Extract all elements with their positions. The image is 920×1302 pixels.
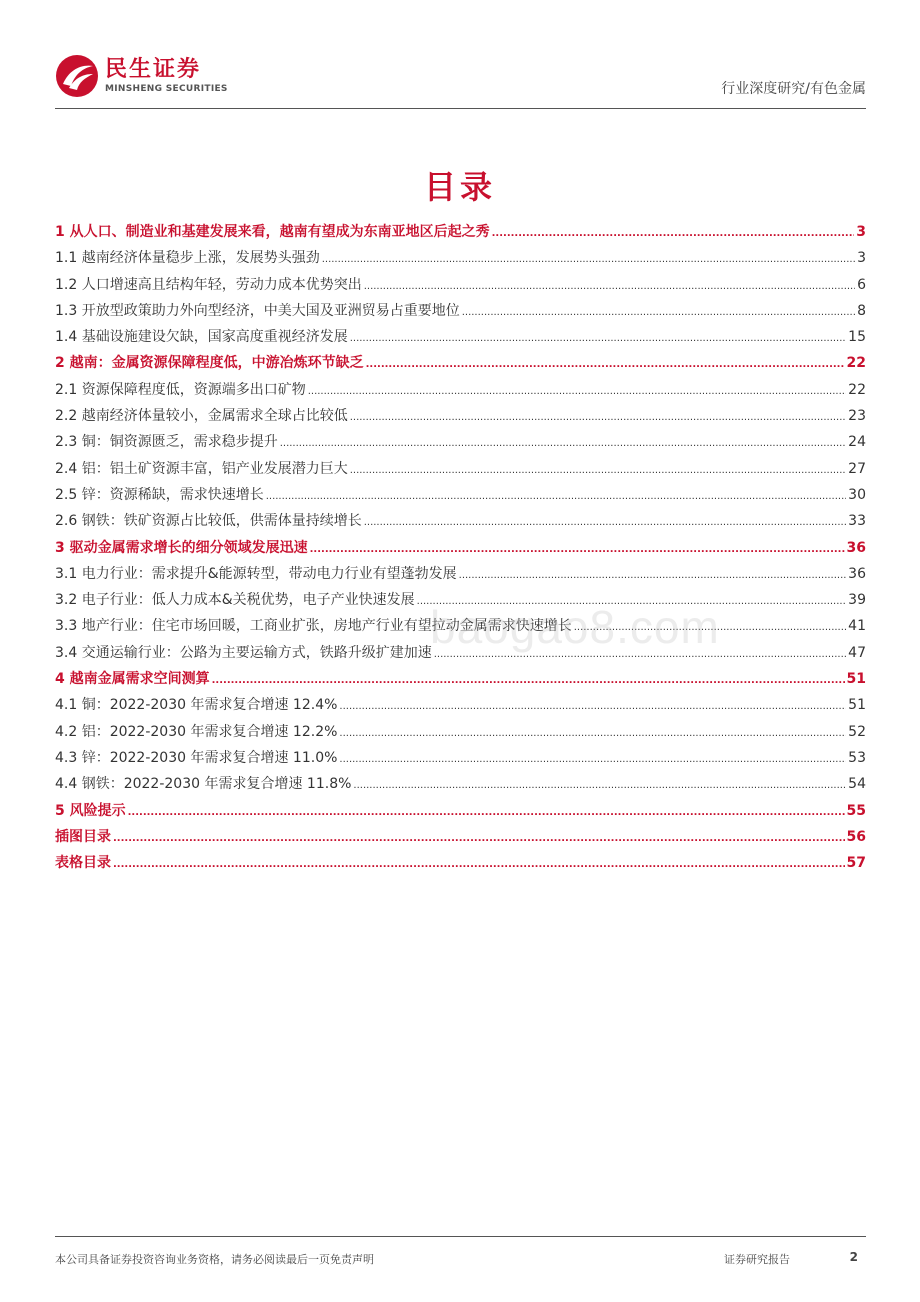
toc-entry-page: 51 bbox=[846, 671, 866, 688]
toc-section-entry[interactable] bbox=[55, 668, 866, 694]
toc-dot-leader bbox=[350, 465, 846, 476]
page-footer bbox=[55, 1236, 866, 1267]
toc-subsection-entry[interactable] bbox=[55, 721, 866, 747]
toc-section-entry[interactable] bbox=[55, 221, 866, 247]
toc-dot-leader bbox=[353, 780, 846, 791]
toc-subsection-entry[interactable] bbox=[55, 458, 866, 484]
page-number: 2 bbox=[849, 1250, 858, 1264]
page-title: 目录 bbox=[423, 168, 496, 206]
toc-entry-page: 33 bbox=[848, 513, 866, 530]
toc-entry-page: 3 bbox=[856, 224, 866, 240]
toc-entry-page: 53 bbox=[848, 749, 866, 766]
toc-entry-title: 插图目录 bbox=[55, 828, 111, 845]
toc-entry-title: 2.4 铝：铝土矿资源丰富，铝产业发展潜力巨大 bbox=[55, 460, 348, 477]
toc-entry-title: 2.6 钢铁：铁矿资源占比较低，供需体量持续增长 bbox=[55, 513, 362, 530]
toc-entry-title: 4.2 铝：2022-2030 年需求复合增速 12.2% bbox=[55, 723, 338, 740]
toc-entry-page: 39 bbox=[848, 592, 866, 609]
toc-entry-title: 1.1 越南经济体量稳步上涨，发展势头强劲 bbox=[55, 250, 320, 267]
table-of-contents bbox=[55, 221, 866, 878]
toc-entry-page: 23 bbox=[848, 408, 866, 425]
toc-dot-leader bbox=[459, 570, 847, 581]
toc-entry-title: 4.3 锌：2022-2030 年需求复合增速 11.0% bbox=[55, 749, 338, 766]
toc-entry-title: 1 从人口、制造业和基建发展来看，越南有望成为东南亚地区后起之秀 bbox=[55, 224, 490, 240]
page-header bbox=[55, 50, 866, 109]
toc-section-entry[interactable] bbox=[55, 352, 866, 378]
toc-entry-page: 6 bbox=[857, 276, 866, 293]
toc-entry-page: 36 bbox=[848, 565, 866, 582]
toc-section-entry[interactable] bbox=[55, 826, 866, 852]
toc-dot-leader bbox=[492, 228, 855, 239]
logo-chinese-name: 民生证券 bbox=[105, 57, 202, 82]
toc-dot-leader bbox=[339, 701, 846, 712]
toc-entry-title: 3.4 交通运输行业：公路为主要运输方式，铁路升级扩建加速 bbox=[55, 644, 432, 661]
toc-entry-page: 24 bbox=[848, 434, 866, 451]
toc-subsection-entry[interactable] bbox=[55, 510, 866, 536]
toc-dot-leader bbox=[310, 544, 845, 555]
toc-dot-leader bbox=[462, 307, 855, 318]
toc-entry-title: 3.1 电力行业：需求提升&能源转型，带动电力行业有望蓬勃发展 bbox=[55, 565, 457, 582]
toc-dot-leader bbox=[364, 517, 846, 528]
toc-subsection-entry[interactable] bbox=[55, 300, 866, 326]
toc-dot-leader bbox=[308, 386, 846, 397]
toc-entry-title: 2.2 越南经济体量较小，金属需求全球占比较低 bbox=[55, 408, 348, 425]
company-logo bbox=[55, 54, 228, 98]
toc-entry-page: 30 bbox=[848, 486, 866, 503]
toc-entry-title: 2 越南：金属资源保障程度低，中游冶炼环节缺乏 bbox=[55, 355, 364, 372]
toc-subsection-entry[interactable] bbox=[55, 431, 866, 457]
toc-dot-leader bbox=[128, 807, 845, 818]
toc-section-entry[interactable] bbox=[55, 800, 866, 826]
toc-subsection-entry[interactable] bbox=[55, 247, 866, 273]
toc-subsection-entry[interactable] bbox=[55, 326, 866, 352]
toc-entry-title: 3.2 电子行业：低人力成本&关税优势，电子产业快速发展 bbox=[55, 592, 415, 609]
toc-entry-title: 3 驱动金属需求增长的细分领域发展迅速 bbox=[55, 539, 308, 556]
toc-dot-leader bbox=[113, 833, 845, 844]
toc-dot-leader bbox=[212, 675, 845, 686]
toc-subsection-entry[interactable] bbox=[55, 484, 866, 510]
toc-subsection-entry[interactable] bbox=[55, 747, 866, 773]
toc-entry-page: 22 bbox=[848, 381, 866, 398]
toc-dot-leader bbox=[350, 412, 846, 423]
toc-dot-leader bbox=[280, 438, 846, 449]
toc-entry-page: 57 bbox=[846, 855, 866, 872]
toc-entry-page: 41 bbox=[848, 618, 866, 635]
toc-entry-title: 4 越南金属需求空间测算 bbox=[55, 671, 210, 688]
toc-entry-page: 36 bbox=[846, 539, 866, 556]
toc-dot-leader bbox=[339, 728, 846, 739]
toc-entry-title: 表格目录 bbox=[55, 855, 111, 872]
toc-entry-page: 27 bbox=[848, 460, 866, 477]
toc-entry-page: 56 bbox=[846, 828, 866, 845]
toc-entry-page: 22 bbox=[846, 355, 866, 372]
toc-entry-page: 55 bbox=[846, 802, 866, 819]
toc-section-entry[interactable] bbox=[55, 852, 866, 878]
toc-dot-leader bbox=[364, 281, 855, 292]
toc-dot-leader bbox=[266, 491, 846, 502]
toc-entry-title: 2.1 资源保障程度低，资源端多出口矿物 bbox=[55, 381, 306, 398]
toc-section-entry[interactable] bbox=[55, 537, 866, 563]
toc-subsection-entry[interactable] bbox=[55, 563, 866, 589]
watermark: baogao8.com bbox=[430, 601, 720, 653]
toc-dot-leader bbox=[322, 254, 855, 265]
toc-dot-leader bbox=[113, 859, 845, 870]
toc-subsection-entry[interactable] bbox=[55, 773, 866, 799]
logo-english-name: MINSHENG SECURITIES bbox=[105, 84, 228, 94]
toc-entry-page: 54 bbox=[848, 776, 866, 793]
report-category: 行业深度研究/有色金属 bbox=[721, 81, 866, 97]
toc-subsection-entry[interactable] bbox=[55, 379, 866, 405]
toc-entry-title: 1.3 开放型政策助力外向型经济，中美大国及亚洲贸易占重要地位 bbox=[55, 302, 460, 319]
toc-entry-title: 3.3 地产行业：住宅市场回暖，工商业扩张，房地产行业有望拉动金属需求快速增长 bbox=[55, 618, 572, 635]
toc-entry-title: 1.2 人口增速高且结构年轻，劳动力成本优势突出 bbox=[55, 276, 362, 293]
toc-entry-page: 47 bbox=[848, 644, 866, 661]
toc-dot-leader bbox=[366, 359, 845, 370]
toc-entry-page: 8 bbox=[857, 302, 866, 319]
toc-subsection-entry[interactable] bbox=[55, 274, 866, 300]
toc-entry-page: 52 bbox=[848, 723, 866, 740]
toc-entry-page: 3 bbox=[857, 250, 866, 267]
toc-subsection-entry[interactable] bbox=[55, 694, 866, 720]
toc-entry-title: 5 风险提示 bbox=[55, 802, 126, 819]
toc-dot-leader bbox=[339, 754, 846, 765]
minsheng-logo-icon bbox=[55, 54, 99, 98]
footer-report-type: 证券研究报告 bbox=[724, 1253, 790, 1266]
toc-entry-title: 2.3 铜：铜资源匮乏，需求稳步提升 bbox=[55, 434, 278, 451]
toc-dot-leader bbox=[350, 333, 846, 344]
footer-disclaimer: 本公司具备证券投资咨询业务资格，请务必阅读最后一页免责声明 bbox=[55, 1253, 374, 1266]
toc-entry-title: 4.1 铜：2022-2030 年需求复合增速 12.4% bbox=[55, 697, 338, 714]
toc-entry-page: 15 bbox=[848, 329, 866, 346]
toc-entry-title: 2.5 锌：资源稀缺，需求快速增长 bbox=[55, 486, 264, 503]
toc-entry-page: 51 bbox=[848, 697, 866, 714]
toc-entry-title: 4.4 钢铁：2022-2030 年需求复合增速 11.8% bbox=[55, 776, 352, 793]
toc-subsection-entry[interactable] bbox=[55, 405, 866, 431]
toc-entry-title: 1.4 基础设施建设欠缺，国家高度重视经济发展 bbox=[55, 329, 348, 346]
